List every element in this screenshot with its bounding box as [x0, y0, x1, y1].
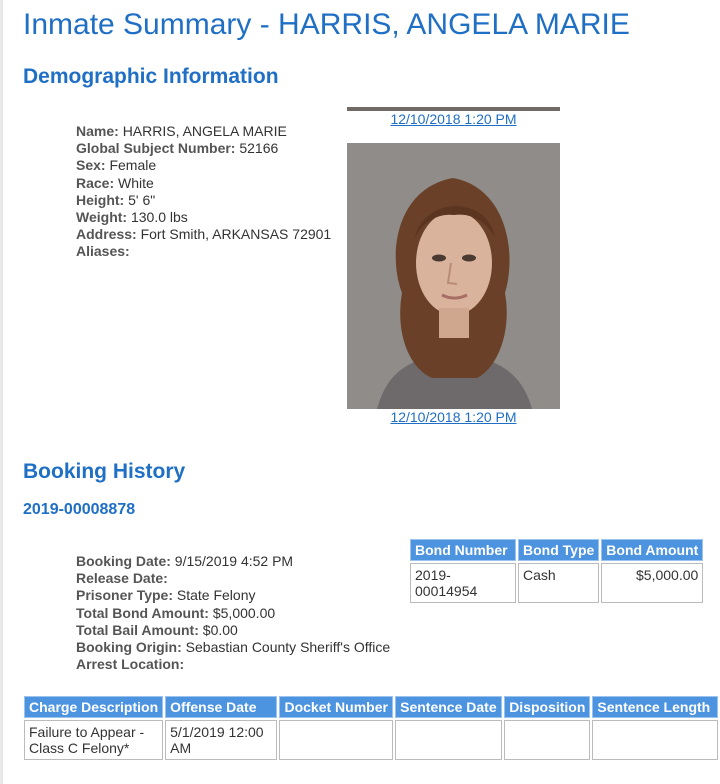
field-sex: Sex: Female: [76, 157, 157, 174]
charge-description-cell: Failure to Appear - Class C Felony*: [24, 720, 163, 760]
col-charge-description: Charge Description: [24, 696, 163, 718]
field-prisoner-type: Prisoner Type: State Felony: [76, 587, 256, 604]
mugshot-photo[interactable]: [347, 143, 560, 409]
col-disposition: Disposition: [504, 696, 590, 718]
sentence-length-cell: [592, 720, 718, 760]
charge-table-header: [24, 696, 718, 718]
demographic-info: [76, 123, 331, 261]
field-total-bond-amount: Total Bond Amount: $5,000.00: [76, 604, 276, 621]
col-bond-amount: Bond Amount: [601, 539, 703, 561]
mugshot-image: [347, 143, 560, 409]
bond-amount-cell: $5,000.00: [601, 563, 703, 603]
booking-number: 2019-00008878: [23, 501, 136, 518]
col-bond-number: Bond Number: [410, 539, 516, 561]
disposition-cell: [504, 720, 590, 760]
bond-table-header: [410, 539, 703, 561]
photo-2-link[interactable]: 12/10/2018 1:20 PM: [390, 409, 517, 425]
docket-number-cell: [279, 720, 393, 760]
field-release-date: Release Date:: [76, 570, 168, 587]
table-row: [24, 720, 718, 760]
col-docket-number: Docket Number: [279, 696, 393, 718]
booking-history-heading: Booking History: [23, 460, 186, 483]
bond-type-cell: Cash: [518, 563, 599, 603]
field-global-subject-number: Global Subject Number: 52166: [76, 140, 279, 157]
field-height: Height: 5' 6": [76, 191, 156, 208]
field-aliases: Aliases:: [76, 243, 130, 260]
field-arrest-location: Arrest Location:: [76, 656, 185, 673]
col-offense-date: Offense Date: [165, 696, 277, 718]
field-name: Name: HARRIS, ANGELA MARIE: [76, 123, 287, 139]
page-title: Inmate Summary - HARRIS, ANGELA MARIE: [23, 8, 630, 41]
offense-date-cell: 5/1/2019 12:00 AM: [165, 720, 277, 760]
col-bond-type: Bond Type: [518, 539, 599, 561]
charge-table: [22, 694, 720, 762]
field-booking-date: Booking Date: 9/15/2019 4:52 PM: [76, 553, 294, 569]
booking-info: [76, 553, 390, 673]
field-weight: Weight: 130.0 lbs: [76, 209, 188, 226]
photo-1-link[interactable]: 12/10/2018 1:20 PM: [390, 111, 517, 127]
col-sentence-length: Sentence Length: [592, 696, 718, 718]
bond-number-cell: 2019-00014954: [410, 563, 516, 603]
table-row: [410, 563, 703, 603]
field-booking-origin: Booking Origin: Sebastian County Sheriff's Office: [76, 639, 391, 656]
sentence-date-cell: [395, 720, 502, 760]
demographic-heading: Demographic Information: [23, 65, 279, 88]
field-address: Address: Fort Smith, ARKANSAS 72901: [76, 226, 332, 243]
col-sentence-date: Sentence Date: [395, 696, 502, 718]
field-race: Race: White: [76, 174, 154, 191]
bond-table: [408, 537, 705, 605]
field-total-bail-amount: Total Bail Amount: $0.00: [76, 621, 238, 638]
